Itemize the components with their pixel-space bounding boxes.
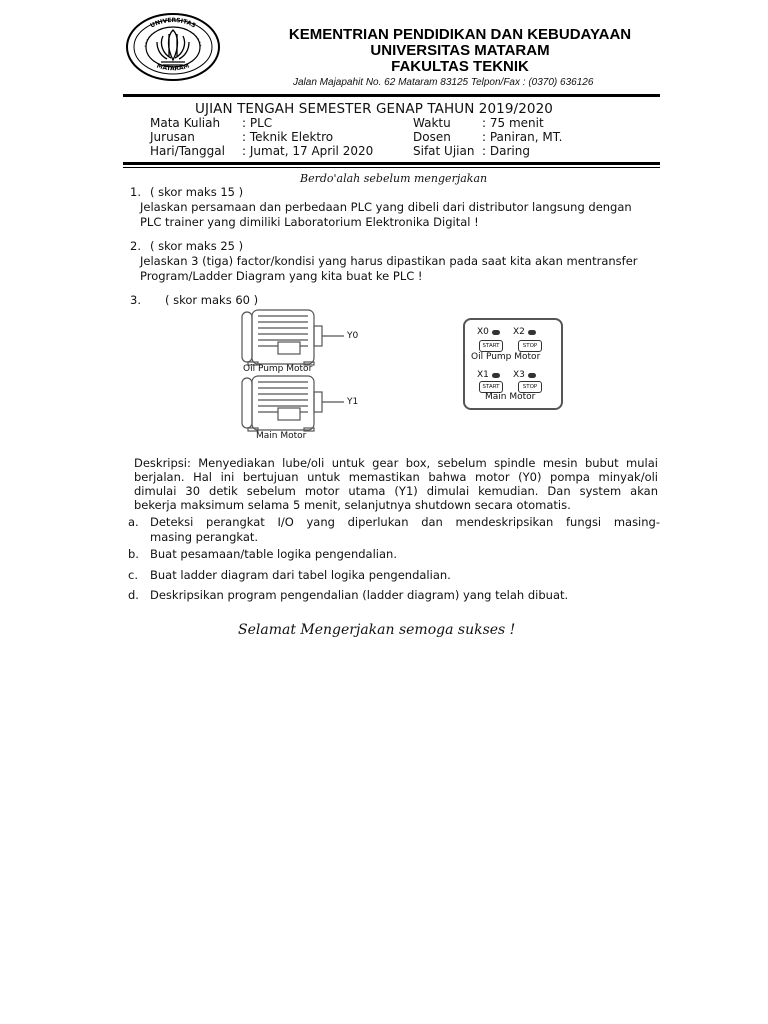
exam-info-row: [150, 116, 630, 130]
svg-text:MATARAM: [156, 63, 190, 73]
motor1-name-label: Oil Pump Motor: [243, 364, 313, 374]
oil-pump-start-button: START: [479, 340, 503, 352]
logo-text-top: UNIVERSITAS: [149, 16, 197, 30]
info-value: : Jumat, 17 April 2020: [242, 144, 374, 158]
indicator-lamp-icon: [528, 373, 536, 378]
info-divider-thick: [123, 162, 660, 165]
exam-info: [150, 116, 630, 158]
institution-address: Jalan Majapahit No. 62 Mataram 83125 Telpon/Fax : (0370) 636126: [293, 77, 594, 88]
indicator-lamp-icon: [492, 373, 500, 378]
info-label: Dosen: [413, 130, 451, 144]
university-name: UNIVERSITAS MATARAM: [370, 42, 550, 59]
question-number: 1.: [130, 185, 141, 199]
task-a: [128, 515, 660, 545]
question-text-line: Jelaskan 3 (tiga) factor/kondisi yang harus dipastikan pada saat kita akan mentransfer: [140, 254, 638, 268]
info-value: : Daring: [482, 144, 530, 158]
info-label: Hari/Tanggal: [150, 144, 225, 158]
exam-title: UJIAN TENGAH SEMESTER GENAP TAHUN 2019/2020: [195, 101, 553, 117]
description-line: Deskripsi: Menyediakan lube/oli untuk gear box, sebelum spindle mesin bubut mulai: [134, 456, 658, 470]
task-text-line: masing perangkat.: [150, 530, 259, 544]
logo-text-bottom: MATARAM: [155, 62, 191, 73]
header-divider-thick: [123, 94, 660, 97]
description-line: berjalan. Hal ini bertujuan untuk memastikan bahwa motor (Y0) pompa minyak/oli: [134, 470, 658, 484]
oil-pump-stop-button: STOP: [518, 340, 542, 352]
motor1-output-label: Y0: [347, 331, 359, 341]
indicator-lamp-icon: [492, 330, 500, 335]
task-text-line: Buat ladder diagram dari tabel logika pengendalian.: [150, 568, 451, 582]
info-label: Waktu: [413, 116, 451, 130]
task-text-line: Deteksi perangkat I/O yang diperlukan dan mendeskripsikan fungsi masing-: [150, 515, 660, 529]
question-text-line: PLC trainer yang dimiliki Laboratorium Elektronika Digital !: [140, 215, 479, 229]
oil-pump-motor-icon: [238, 308, 346, 366]
task-c: [128, 568, 660, 583]
task-letter: b.: [128, 547, 139, 561]
main-start-button: START: [479, 381, 503, 393]
exam-info-row: [150, 130, 630, 144]
motor2-name-label: Main Motor: [256, 431, 307, 441]
task-letter: c.: [128, 568, 138, 582]
question-number: 2.: [130, 239, 141, 253]
university-logo: [125, 12, 221, 82]
indicator-lamp-icon: [528, 330, 536, 335]
info-value: : PLC: [242, 116, 273, 130]
question-score: ( skor maks 15 ): [150, 185, 244, 199]
prayer-line: Berdo'alah sebelum mengerjakan: [300, 172, 488, 185]
description-paragraph: [134, 456, 658, 512]
question-3: [130, 293, 670, 308]
main-motor-group-label: Main Motor: [485, 392, 536, 402]
info-divider-thin: [123, 167, 660, 168]
question-score: ( skor maks 60 ): [165, 293, 259, 307]
input-x0-label: X0: [477, 327, 489, 337]
svg-text:UNIVERSITAS: [149, 17, 197, 30]
description-line: bekerja maksimum selama 5 menit, selanjutnya shutdown secara otomatis.: [134, 498, 571, 512]
input-x1-label: X1: [477, 370, 489, 380]
info-value: : 75 menit: [482, 116, 544, 130]
motor2-output-label: Y1: [347, 397, 359, 407]
info-label: Mata Kuliah: [150, 116, 221, 130]
exam-info-row: [150, 144, 630, 158]
description-line: dimulai 30 detik sebelum motor utama (Y1) dimulai kemudian. Dan system akan: [134, 484, 658, 498]
control-panel: [463, 318, 563, 410]
info-label: Sifat Ujian: [413, 144, 475, 158]
input-x3-label: X3: [513, 370, 525, 380]
oil-pump-group-label: Oil Pump Motor: [471, 352, 541, 362]
input-x2-label: X2: [513, 327, 525, 337]
task-text-line: Buat pesamaan/table logika pengendalian.: [150, 547, 397, 561]
faculty-name: FAKULTAS TEKNIK: [391, 58, 529, 75]
task-text-line: Deskripsikan program pengendalian (ladder diagram) yang telah dibuat.: [150, 588, 569, 602]
info-value: : Teknik Elektro: [242, 130, 334, 144]
main-stop-button: STOP: [518, 381, 542, 393]
info-label: Jurusan: [150, 130, 195, 144]
question-1: [130, 185, 670, 230]
info-value: : Paniran, MT.: [482, 130, 563, 144]
question-number: 3.: [130, 293, 141, 307]
task-d: [128, 588, 660, 603]
question-text-line: Jelaskan persamaan dan perbedaan PLC yang dibeli dari distributor langsung dengan: [140, 200, 632, 214]
question-score: ( skor maks 25 ): [150, 239, 244, 253]
task-letter: a.: [128, 515, 139, 529]
question-text-line: Program/Ladder Diagram yang kita buat ke PLC !: [140, 269, 423, 283]
question-2: [130, 239, 670, 284]
closing-message: Selamat Mengerjakan semoga sukses !: [238, 622, 516, 638]
ministry-name: KEMENTRIAN PENDIDIKAN DAN KEBUDAYAAN: [288, 26, 632, 43]
task-letter: d.: [128, 588, 139, 602]
task-b: [128, 547, 660, 562]
main-motor-icon: [238, 374, 346, 432]
